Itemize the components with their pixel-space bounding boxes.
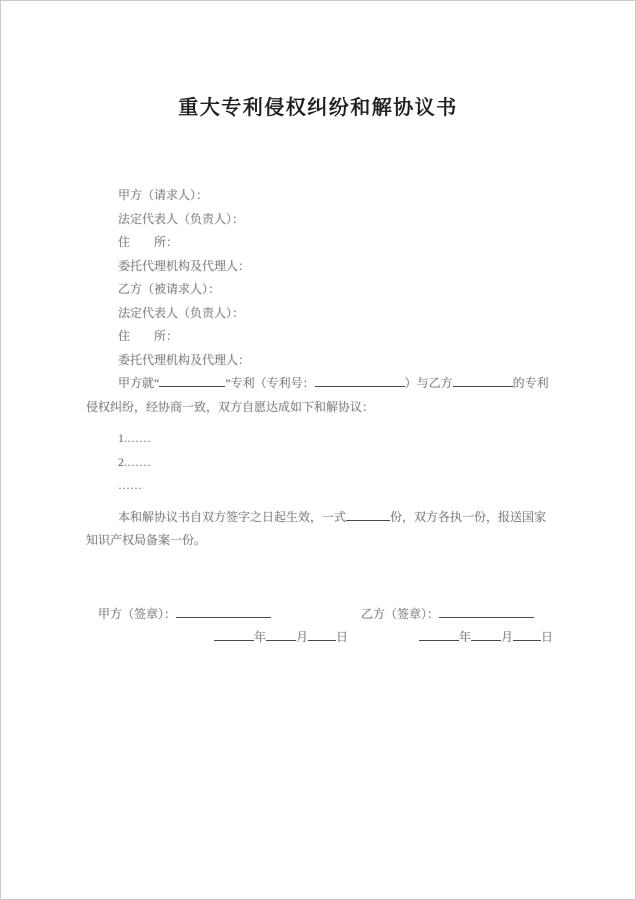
party-b-signature-label: 乙方（签章）： [361, 606, 440, 621]
document-body [86, 184, 553, 650]
clause-list [86, 427, 553, 498]
party-b-signature-line [361, 603, 553, 627]
party-a-year-blank [214, 627, 254, 641]
closing-clause [86, 506, 553, 553]
clause-item-1: 1.…… [118, 431, 151, 445]
party-b-year-blank [419, 627, 459, 641]
party-b-month-blank [471, 627, 501, 641]
patent-name-blank [159, 373, 225, 387]
intro-seg1: 甲方就“ [118, 376, 160, 390]
party-a-signature-blank [176, 604, 271, 618]
patent-number-blank [315, 373, 405, 387]
party-a-day-blank [308, 627, 336, 641]
party-b-label-line: 乙方（被请求人）： [118, 282, 221, 296]
party-b-agent-line: 委托代理机构及代理人： [118, 352, 251, 367]
party-a-month-blank [266, 627, 296, 641]
party-b-date-line [361, 626, 553, 650]
party-a-signature-column [98, 603, 348, 650]
signature-block [86, 603, 553, 650]
clause-item-ellipsis: …… [118, 478, 142, 492]
party-a-representative-line: 法定代表人（负责人）： [118, 211, 245, 226]
clause-item-2: 2.…… [118, 454, 151, 469]
party-b-month-label: 月 [500, 630, 513, 644]
party-b-year-label: 年 [458, 630, 471, 644]
party-a-address-line: 住 所： [118, 235, 179, 249]
closing-seg2: 份，双方各执一份，报送国家知识产权局备案一份。 [86, 509, 547, 547]
party-a-signature-line [98, 603, 348, 627]
document-title: 重大专利侵权纠纷和解协议书 [178, 97, 458, 119]
party-a-signature-label: 甲方（签章）： [98, 606, 177, 621]
party-b-representative-line: 法定代表人（负责人）： [118, 305, 245, 320]
party-b-day-label: 日 [540, 630, 553, 644]
party-a-date-line [98, 626, 348, 650]
party-b-signature-blank [439, 604, 534, 618]
party-a-month-label: 月 [295, 630, 308, 644]
intro-seg3: ）与乙方 [404, 376, 453, 390]
party-a-day-label: 日 [335, 630, 348, 644]
party-b-signature-column [361, 603, 553, 650]
party-a-year-label: 年 [253, 630, 266, 644]
party-b-address-line: 住 所： [118, 329, 179, 343]
intro-clause [86, 372, 553, 419]
party-a-label-line: 甲方（请求人）： [118, 188, 209, 202]
party-b-name-blank [453, 373, 513, 387]
intro-seg2: ”专利（专利号： [225, 376, 315, 390]
closing-seg1: 本和解协议书自双方签字之日起生效，一式 [118, 509, 347, 524]
party-a-agent-line: 委托代理机构及代理人： [118, 258, 251, 273]
copies-count-blank [346, 507, 390, 521]
party-b-day-blank [513, 627, 541, 641]
intro-seg4: 的专利侵权纠纷，经协商一致，双方自愿达成如下和解协议： [86, 376, 549, 414]
